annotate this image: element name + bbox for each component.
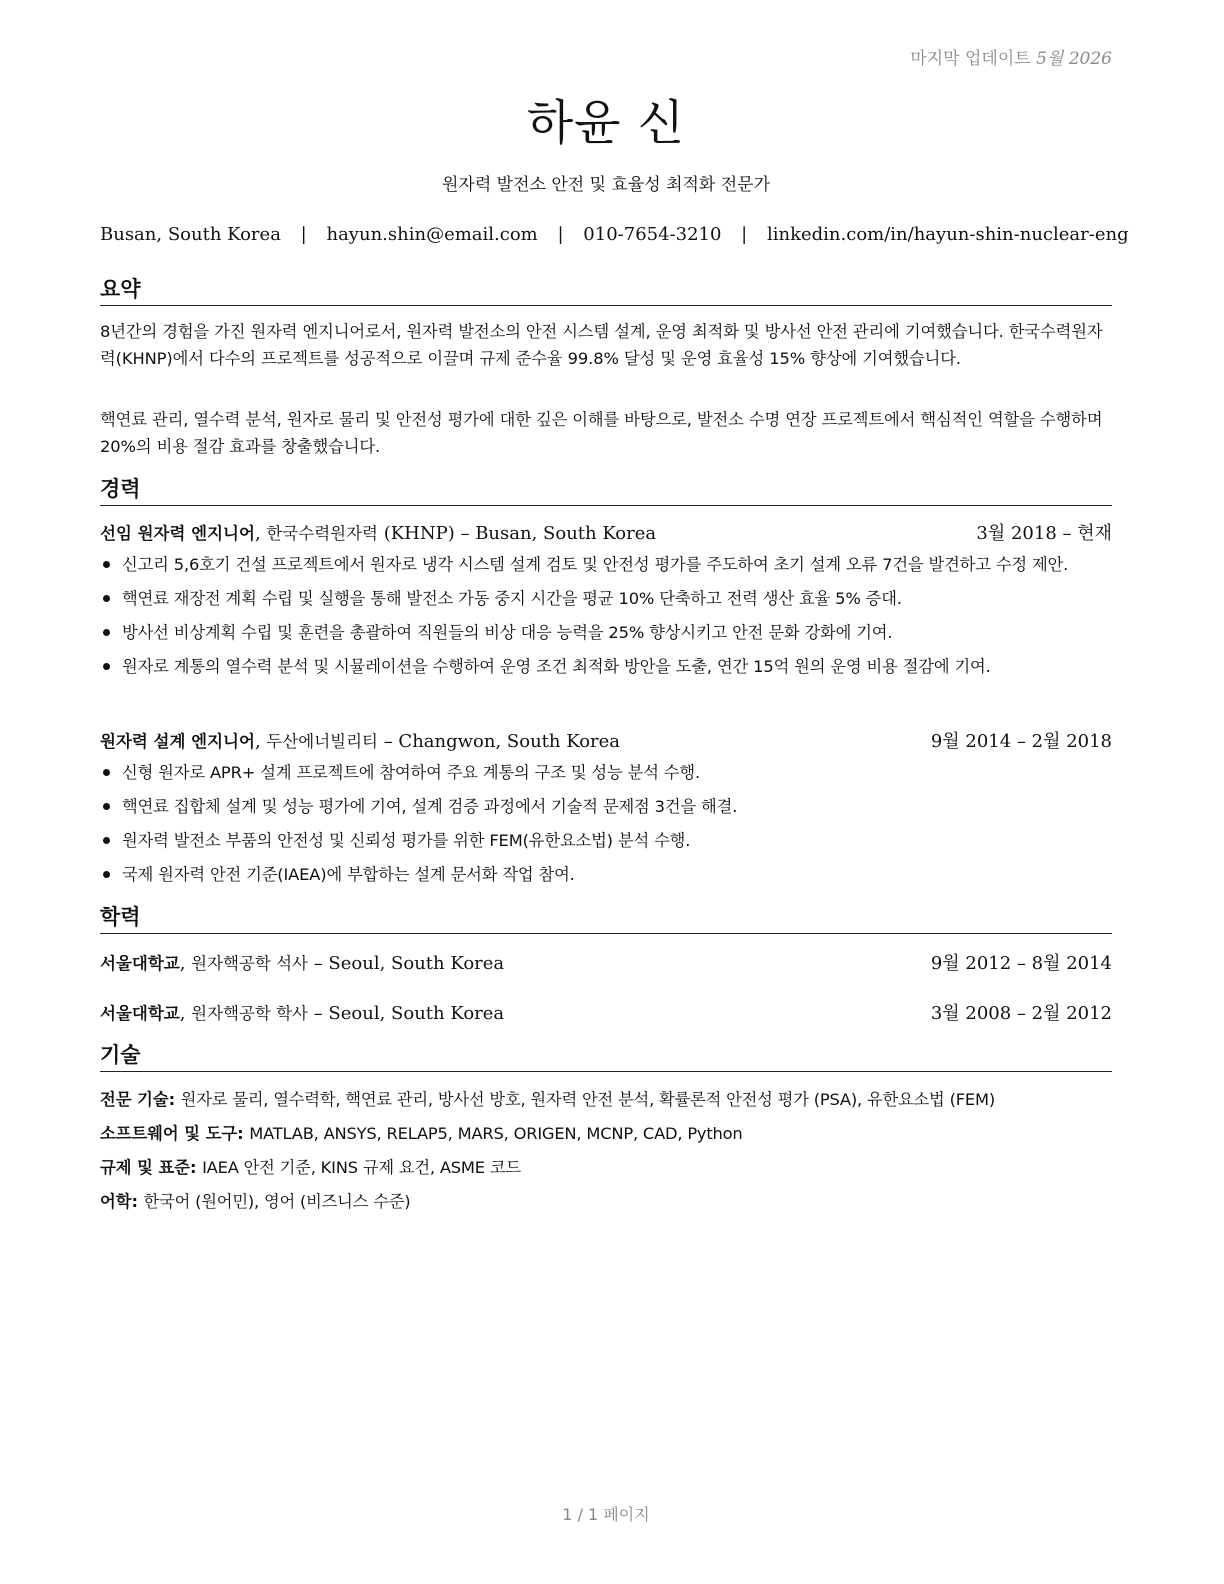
list-item: [100, 828, 1112, 853]
job-company: 한국수력원자력: [266, 524, 378, 543]
skills-value: 한국어 (원어민), 영어 (비즈니스 수준): [143, 1192, 411, 1211]
candidate-headline: 원자력 발전소 안전 및 효율성 최적화 전문가: [441, 175, 771, 195]
contact-email[interactable]: hayun.shin@email.com: [326, 224, 538, 245]
contact-separator: |: [300, 224, 307, 245]
section-title-education: 학력: [100, 904, 1112, 934]
job-dates: 3월 2018 – 현재: [976, 523, 1112, 544]
skills-list: [100, 1083, 1112, 1219]
section-title-summary: 요약: [100, 276, 1112, 306]
last-updated-label: 마지막 업데이트: [910, 49, 1031, 69]
bullet-icon: [103, 837, 110, 844]
bullet-text: 원자력 발전소 부품의 안전성 및 신뢰성 평가를 위한 FEM(유한요소법) 분석 수행.: [122, 831, 691, 850]
job-dates: 9월 2014 – 2월 2018: [930, 731, 1112, 752]
skills-row: [100, 1151, 1112, 1185]
job-role: 선임 원자력 엔지니어: [100, 524, 255, 543]
education-entry-1: 서울대학교, 원자핵공학 석사 – Seoul, South Korea 9월 2012 – 8월 2014: [100, 953, 1112, 974]
resume-page: [100, 0, 1129, 1584]
education-degree: 원자핵공학 학사: [191, 1004, 308, 1023]
bullet-icon: [103, 595, 110, 602]
contact-location: Busan, South Korea: [100, 224, 281, 245]
skills-value: MATLAB, ANSYS, RELAP5, MARS, ORIGEN, MCNP, CAD, Python: [249, 1124, 743, 1143]
skills-value: 원자로 물리, 열수력학, 핵연료 관리, 방사선 방호, 원자력 안전 분석, 확률론적 안전성 평가 (PSA), 유한요소법 (FEM): [180, 1090, 995, 1109]
contact-separator: |: [557, 224, 564, 245]
list-item: [100, 552, 1112, 577]
summary-paragraph-1: 8년간의 경험을 가진 원자력 엔지니어로서, 원자력 발전소의 안전 시스템 설계, 운영 최적화 및 방사선 안전 관리에 기여했습니다. 한국수력원자력(KHNP)에서 다수의 프로젝트를 성공적으로 이끌며 규제 준수율 99.8% 달성 및 운영 효율성 15% 향상에 기여했습니다.: [100, 322, 1103, 368]
bullet-text: 핵연료 재장전 계획 수립 및 실행을 통해 발전소 가동 중지 시간을 평균 10% 단축하고 전력 생산 효율 5% 증대.: [122, 589, 902, 608]
education-school: 서울대학교: [100, 954, 180, 973]
list-item: [100, 794, 1112, 819]
bullet-icon: [103, 803, 110, 810]
bullet-text: 신고리 5,6호기 건설 프로젝트에서 원자로 냉각 시스템 설계 검토 및 안전성 평가를 주도하여 초기 설계 오류 7건을 발견하고 수정 제안.: [122, 555, 1069, 574]
education-location: – Seoul, South Korea: [307, 1003, 505, 1024]
bullet-text: 신형 원자로 APR+ 설계 프로젝트에 참여하여 주요 계통의 구조 및 성능 분석 수행.: [122, 763, 700, 782]
education-degree: 원자핵공학 석사: [191, 954, 308, 973]
skills-label: 규제 및 표준:: [100, 1158, 197, 1177]
list-item: [100, 620, 1112, 645]
job-role: 원자력 설계 엔지니어: [100, 732, 255, 751]
skills-label: 어학:: [100, 1192, 138, 1211]
contact-separator: |: [741, 224, 748, 245]
contact-line: [100, 224, 1129, 245]
list-item: [100, 586, 1112, 611]
section-title-skills: 기술: [100, 1042, 1112, 1072]
bullet-text: 국제 원자력 안전 기준(IAEA)에 부합하는 설계 문서화 작업 참여.: [122, 865, 575, 884]
bullet-text: 원자로 계통의 열수력 분석 및 시뮬레이션을 수행하여 운영 조건 최적화 방안을 도출, 연간 15억 원의 운영 비용 절감에 기여.: [122, 657, 991, 676]
bullet-icon: [103, 629, 110, 636]
list-item: [100, 654, 1112, 679]
bullet-icon: [103, 561, 110, 568]
summary-paragraph-2: 핵연료 관리, 열수력 분석, 원자로 물리 및 안전성 평가에 대한 깊은 이해를 바탕으로, 발전소 수명 연장 프로젝트에서 핵심적인 역할을 수행하며 20%의 비용 절감 효과를 창출했습니다.: [100, 410, 1103, 456]
contact-linkedin[interactable]: linkedin.com/in/hayun-shin-nuclear-eng: [766, 224, 1129, 245]
education-entry-2: 서울대학교, 원자핵공학 학사 – Seoul, South Korea 3월 2008 – 2월 2012: [100, 1003, 1112, 1024]
bullet-icon: [103, 769, 110, 776]
education-dates: 3월 2008 – 2월 2012: [930, 1003, 1112, 1024]
skills-row: [100, 1185, 1112, 1219]
skills-label: 소프트웨어 및 도구:: [100, 1124, 244, 1143]
list-item: [100, 862, 1112, 887]
bullet-text: 핵연료 집합체 설계 및 성능 평가에 기여, 설계 검증 과정에서 기술적 문제점 3건을 해결.: [122, 797, 738, 816]
education-school: 서울대학교: [100, 1004, 180, 1023]
bullet-text: 방사선 비상계획 수립 및 훈련을 총괄하여 직원들의 비상 대응 능력을 25% 향상시키고 안전 문화 강화에 기여.: [122, 623, 893, 642]
job-company-detail: – Changwon, South Korea: [377, 731, 621, 752]
job-company: 두산에너빌리티: [266, 732, 378, 751]
bullet-icon: [103, 663, 110, 670]
skills-row: [100, 1083, 1112, 1117]
job-bullets-2: [100, 760, 1112, 896]
contact-phone[interactable]: 010-7654-3210: [583, 224, 722, 245]
last-updated-date: 5월 2026: [1036, 49, 1112, 69]
page-number: 1 / 1 페이지: [562, 1505, 650, 1524]
bullet-icon: [103, 871, 110, 878]
job-bullets-1: [100, 552, 1112, 688]
candidate-name: 하윤 신: [526, 95, 686, 151]
last-updated: [910, 44, 1112, 69]
skills-value: IAEA 안전 기준, KINS 규제 요건, ASME 코드: [202, 1158, 521, 1177]
job-header-2: 원자력 설계 엔지니어, 두산에너빌리티 – Changwon, South Korea 9월 2014 – 2월 2018: [100, 731, 1112, 752]
education-dates: 9월 2012 – 8월 2014: [930, 953, 1112, 974]
skills-row: [100, 1117, 1112, 1151]
section-title-experience: 경력: [100, 476, 1112, 506]
education-location: – Seoul, South Korea: [307, 953, 505, 974]
skills-label: 전문 기술:: [100, 1090, 176, 1109]
job-header-1: 선임 원자력 엔지니어, 한국수력원자력 (KHNP) – Busan, South Korea 3월 2018 – 현재: [100, 523, 1112, 544]
job-company-detail: (KHNP) – Busan, South Korea: [377, 523, 657, 544]
list-item: [100, 760, 1112, 785]
